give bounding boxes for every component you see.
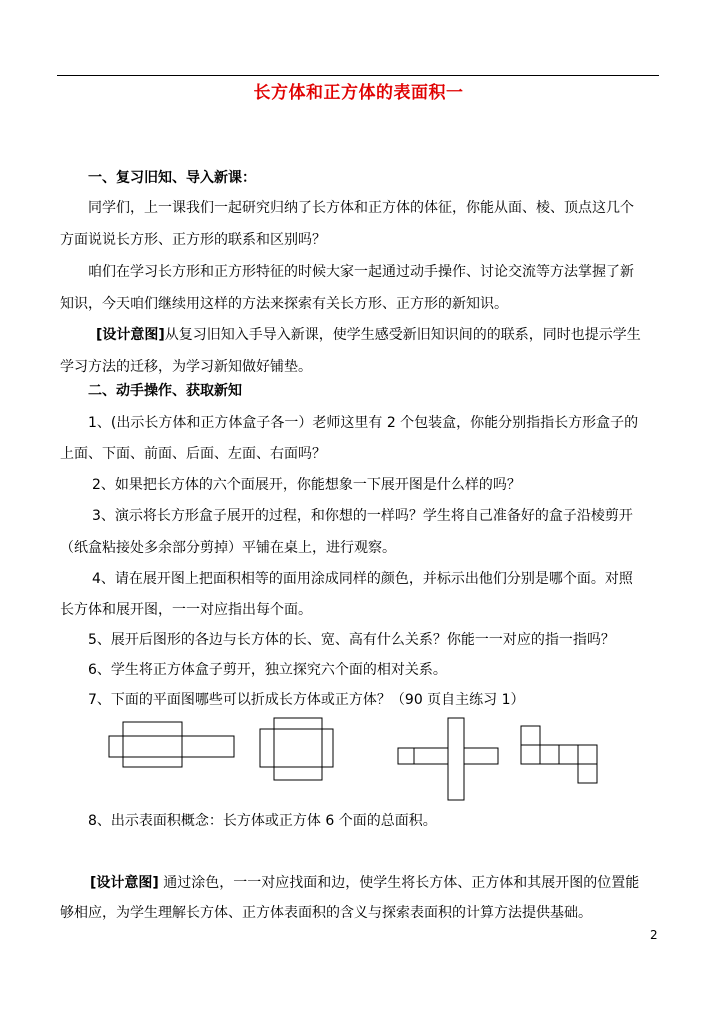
design2-line1 xyxy=(90,873,639,893)
section1-paragraph2-line2: 知识，今天咱们继续用这样的方法来探索有关长方形、正方形的新知识。 xyxy=(60,296,508,312)
design2-text: 通过涂色，一一对应找面和边，使学生将长方体、正方体和其展开图的位置能 xyxy=(163,875,640,891)
item3-line2: （纸盒粘接处多余部分剪掉）平铺在桌上，进行观察。 xyxy=(60,540,396,556)
net1-top-face xyxy=(123,722,182,767)
item1-line2: 上面、下面、前面、后面、左面、右面吗？ xyxy=(60,446,326,462)
net2-column xyxy=(274,718,322,780)
net4-square-1 xyxy=(521,726,540,745)
net4-square-3 xyxy=(540,745,559,764)
net-diagram-1 xyxy=(109,722,234,767)
net2-row xyxy=(260,729,333,767)
net-diagram-2 xyxy=(260,718,333,780)
page-title: 长方体和正方体的表面积一 xyxy=(253,83,464,103)
net-diagram-4 xyxy=(521,726,597,783)
design-intent-text: 从复习旧知入手导入新课，使学生感受新旧知识间的的联系，同时也提示学生 xyxy=(164,327,641,343)
section1-paragraph2-line1: 咱们在学习长方形和正方形特征的时候大家一起通过动手操作、讨论交流等方法掌握了新 xyxy=(88,264,634,280)
net1-center-face xyxy=(123,736,182,757)
design2-line2: 够相应，为学生理解长方体、正方体表面积的含义与探索表面积的计算方法提供基础。 xyxy=(60,905,592,921)
section1-heading: 一、复习旧知、导入新课： xyxy=(88,170,256,186)
net4-square-4 xyxy=(559,745,578,764)
net1-left-face xyxy=(109,736,123,757)
item6: 6、学生将正方体盒子剪开，独立探究六个面的相对关系。 xyxy=(88,662,447,678)
item8: 8、出示表面积概念：长方体或正方体 6 个面的总面积。 xyxy=(88,813,437,829)
design-intent-label: [设计意图] xyxy=(96,327,165,343)
net4-square-5 xyxy=(578,745,597,764)
net4-square-2 xyxy=(521,745,540,764)
section1-design-intent-line1 xyxy=(96,325,641,345)
item7: 7、下面的平面图哪些可以折成长方体或正方体？（90 页自主练习 1） xyxy=(88,692,525,708)
section2-heading: 二、动手操作、获取新知 xyxy=(88,383,242,399)
section1-design-intent-line2: 学习方法的迁移，为学习新知做好铺垫。 xyxy=(60,359,312,375)
page-number: 2 xyxy=(650,928,658,942)
item5: 5、展开后图形的各边与长方体的长、宽、高有什么关系？你能一一对应的指一指吗？ xyxy=(88,632,615,648)
section1-paragraph1-line2: 方面说说长方形、正方形的联系和区别吗？ xyxy=(60,232,326,248)
net4-square-6 xyxy=(578,764,597,783)
item2: 2、如果把长方体的六个面展开，你能想象一下展开图是什么样的吗？ xyxy=(92,477,521,493)
item4-line1: 4、请在展开图上把面积相等的面用涂成同样的颜色，并标示出他们分别是哪个面。对照 xyxy=(92,571,633,587)
net3-left-square xyxy=(398,748,414,764)
net-diagram-3 xyxy=(398,718,498,800)
item3-line1: 3、演示将长方形盒子展开的过程，和你想的一样吗？学生将自己准备好的盒子沿棱剪开 xyxy=(92,508,633,524)
net3-left-rect xyxy=(414,748,448,764)
net1-right-face xyxy=(182,736,234,757)
design2-label: [设计意图] xyxy=(90,875,159,891)
net3-column xyxy=(448,718,464,800)
item1-line1: 1、(出示长方体和正方体盒子各一）老师这里有 2 个包装盒，你能分别指指长方形盒子的 xyxy=(88,415,639,431)
net3-right-rect xyxy=(464,748,498,764)
header-rule xyxy=(57,75,659,76)
item4-line2: 长方体和展开图，一一对应指出每个面。 xyxy=(60,602,312,618)
section1-paragraph1-line1: 同学们，上一课我们一起研究归纳了长方体和正方体的体征，你能从面、棱、顶点这几个 xyxy=(88,200,634,216)
